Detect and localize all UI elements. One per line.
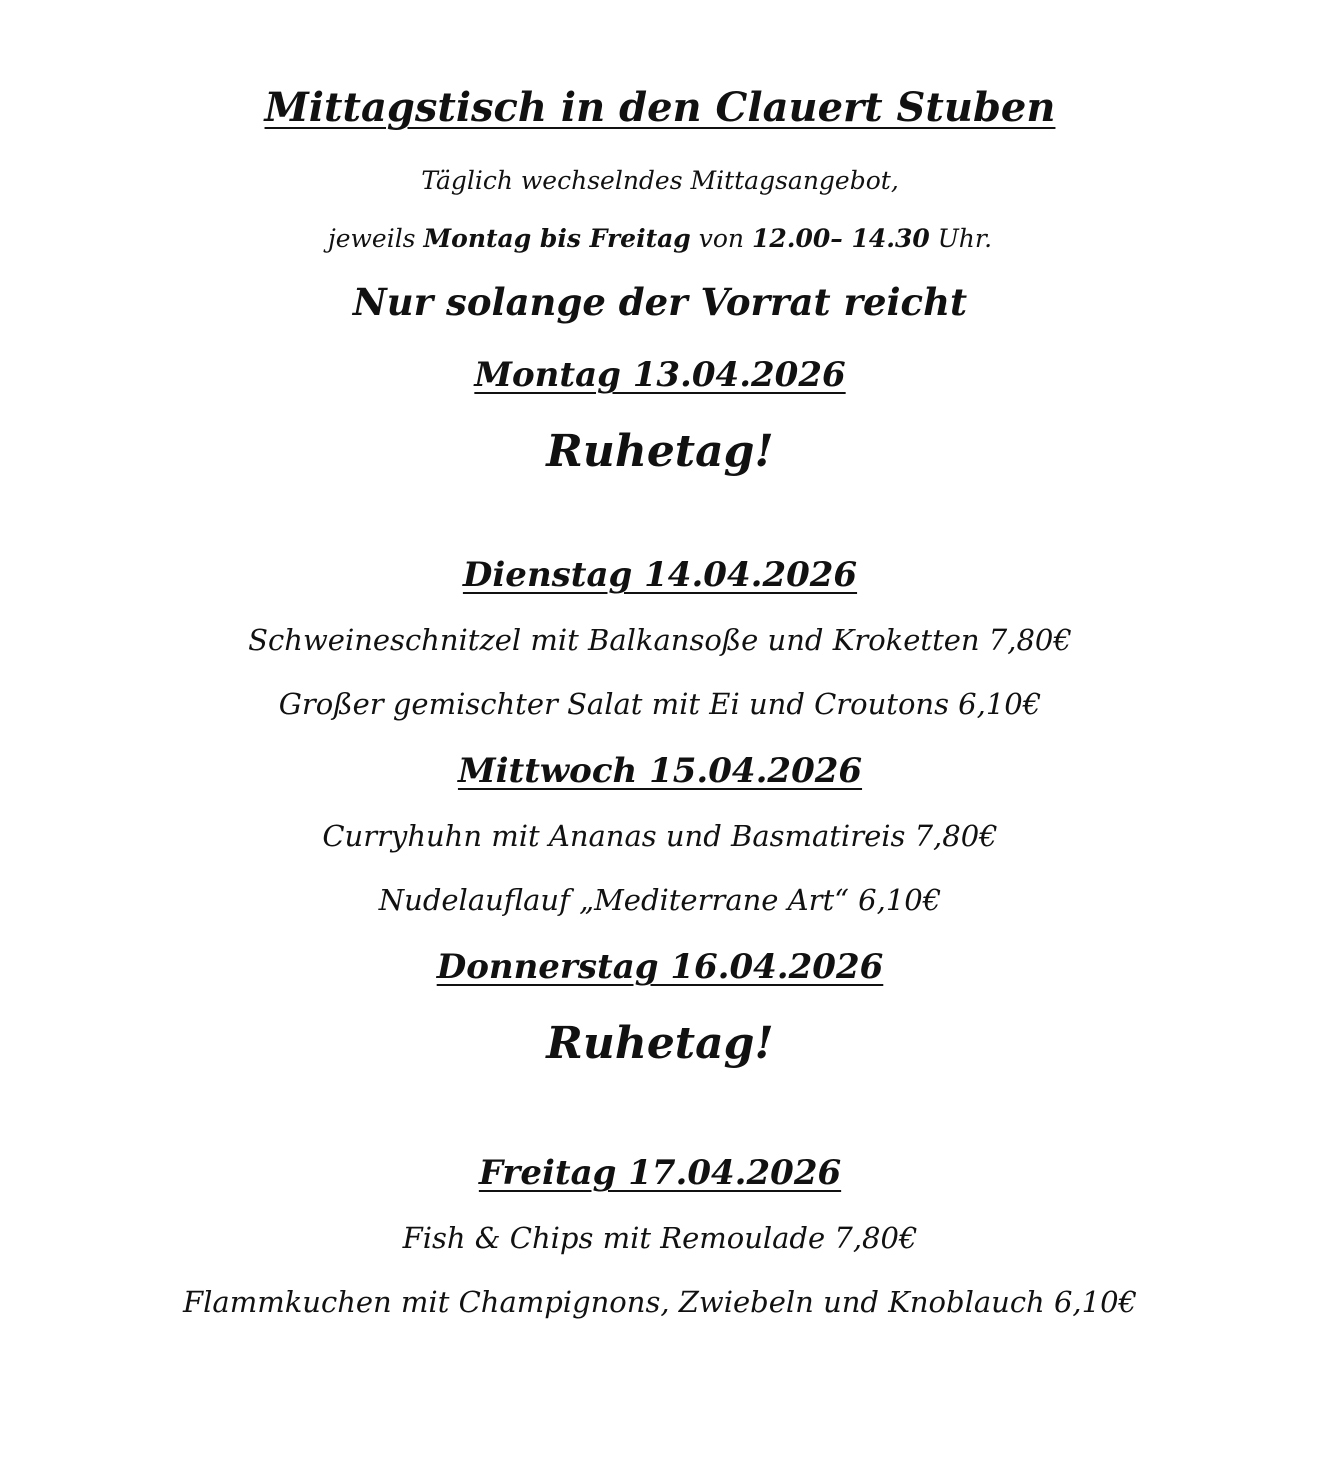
intro-line-1: Täglich wechselndes Mittagsangebot, <box>421 166 899 195</box>
day-heading-wednesday: Mittwoch 15.04.2026 <box>457 751 863 791</box>
dish-tuesday-2: Großer gemischter Salat mit Ei und Croutons 6,10€ <box>278 687 1042 721</box>
stock-notice: Nur solange der Vorrat reicht <box>352 280 968 324</box>
intro-days: Montag bis Freitag <box>423 224 691 253</box>
page-title: Mittagstisch in den Clauert Stuben <box>264 84 1056 131</box>
closed-notice-thursday: Ruhetag! <box>546 1018 774 1069</box>
day-heading-monday: Montag 13.04.2026 <box>474 355 846 395</box>
intro-suffix: Uhr. <box>929 224 993 253</box>
dish-wednesday-1: Curryhuhn mit Ananas und Basmatireis 7,80€ <box>322 819 998 853</box>
dish-friday-2: Flammkuchen mit Champignons, Zwiebeln und Knoblauch 6,10€ <box>183 1285 1137 1319</box>
intro-mid: von <box>690 224 752 253</box>
intro-times: 12.00– 14.30 <box>751 224 930 253</box>
day-heading-friday: Freitag 17.04.2026 <box>478 1153 842 1193</box>
dish-friday-1: Fish & Chips mit Remoulade 7,80€ <box>402 1221 918 1255</box>
intro-line-2 <box>0 226 1320 251</box>
intro-prefix: jeweils <box>327 224 424 253</box>
dish-tuesday-1: Schweineschnitzel mit Balkansoße und Kroketten 7,80€ <box>248 623 1072 657</box>
day-heading-thursday: Donnerstag 16.04.2026 <box>436 947 884 987</box>
closed-notice-monday: Ruhetag! <box>546 426 774 477</box>
day-heading-tuesday: Dienstag 14.04.2026 <box>462 555 858 595</box>
dish-wednesday-2: Nudelauflauf „Mediterrane Art“ 6,10€ <box>378 883 942 917</box>
